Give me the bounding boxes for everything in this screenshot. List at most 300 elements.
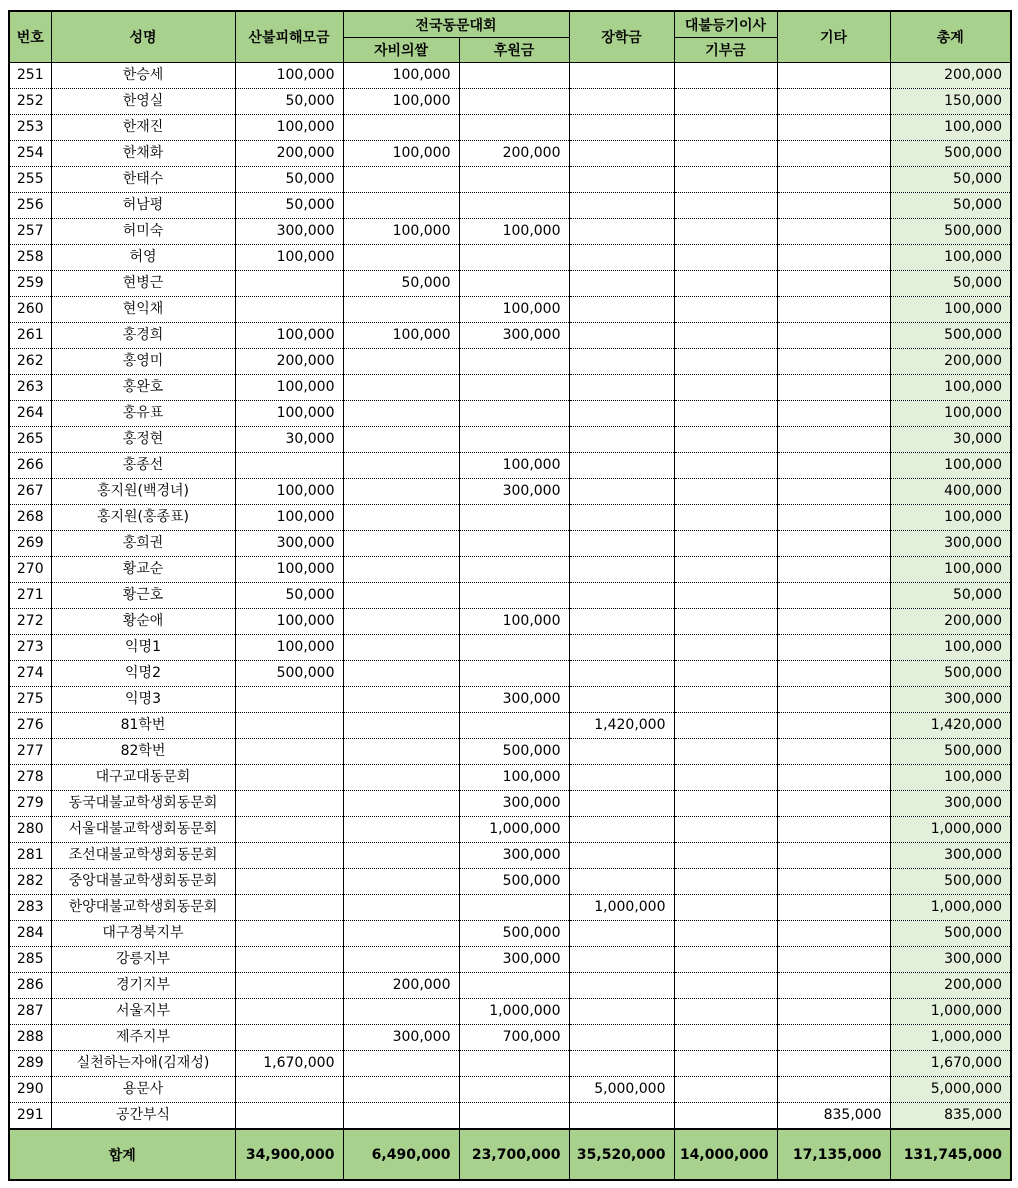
cell-no: 255 [9, 167, 51, 193]
cell-total: 300,000 [890, 947, 1011, 973]
cell-support [459, 167, 569, 193]
cell-total: 1,000,000 [890, 1025, 1011, 1051]
header-scholarship: 장학금 [569, 11, 674, 63]
cell-fire [235, 687, 343, 713]
cell-buddha [674, 557, 777, 583]
cell-scholarship [569, 375, 674, 401]
cell-total: 100,000 [890, 505, 1011, 531]
cell-scholarship [569, 219, 674, 245]
cell-total: 50,000 [890, 583, 1011, 609]
cell-support [459, 349, 569, 375]
cell-no: 259 [9, 271, 51, 297]
cell-scholarship [569, 271, 674, 297]
cell-no: 287 [9, 999, 51, 1025]
cell-total: 400,000 [890, 479, 1011, 505]
cell-scholarship [569, 167, 674, 193]
cell-fire: 1,670,000 [235, 1051, 343, 1077]
cell-scholarship [569, 869, 674, 895]
cell-etc [777, 375, 890, 401]
cell-etc [777, 895, 890, 921]
cell-rice: 100,000 [343, 323, 459, 349]
cell-no: 263 [9, 375, 51, 401]
cell-etc [777, 635, 890, 661]
cell-fire [235, 453, 343, 479]
table-row [9, 531, 1011, 557]
table-row [9, 661, 1011, 687]
header-donation: 기부금 [674, 38, 777, 63]
cell-etc [777, 297, 890, 323]
cell-total: 300,000 [890, 687, 1011, 713]
cell-support: 100,000 [459, 297, 569, 323]
cell-scholarship [569, 115, 674, 141]
cell-rice [343, 193, 459, 219]
cell-scholarship [569, 297, 674, 323]
cell-support [459, 63, 569, 89]
cell-name: 서울대불교학생회동문회 [51, 817, 235, 843]
cell-etc [777, 323, 890, 349]
table-row [9, 583, 1011, 609]
cell-fire [235, 791, 343, 817]
cell-etc [777, 427, 890, 453]
table-row [9, 817, 1011, 843]
cell-name: 경기지부 [51, 973, 235, 999]
cell-total: 200,000 [890, 349, 1011, 375]
cell-rice: 100,000 [343, 63, 459, 89]
cell-scholarship [569, 453, 674, 479]
cell-name: 홍정현 [51, 427, 235, 453]
cell-fire: 30,000 [235, 427, 343, 453]
cell-support: 200,000 [459, 141, 569, 167]
cell-name: 홍종선 [51, 453, 235, 479]
cell-support [459, 583, 569, 609]
cell-no: 275 [9, 687, 51, 713]
cell-support: 1,000,000 [459, 999, 569, 1025]
cell-rice [343, 687, 459, 713]
cell-rice [343, 947, 459, 973]
cell-support [459, 401, 569, 427]
cell-no: 277 [9, 739, 51, 765]
cell-scholarship [569, 323, 674, 349]
cell-support: 500,000 [459, 869, 569, 895]
table-row [9, 271, 1011, 297]
table-row [9, 193, 1011, 219]
cell-total: 50,000 [890, 167, 1011, 193]
cell-scholarship [569, 1051, 674, 1077]
cell-buddha [674, 453, 777, 479]
cell-etc [777, 791, 890, 817]
cell-etc [777, 947, 890, 973]
cell-etc [777, 141, 890, 167]
cell-buddha [674, 505, 777, 531]
cell-no: 281 [9, 843, 51, 869]
cell-etc [777, 687, 890, 713]
cell-support [459, 89, 569, 115]
cell-scholarship: 1,000,000 [569, 895, 674, 921]
cell-scholarship [569, 193, 674, 219]
cell-total: 200,000 [890, 63, 1011, 89]
cell-rice [343, 817, 459, 843]
table-row [9, 895, 1011, 921]
table-row [9, 401, 1011, 427]
cell-fire [235, 765, 343, 791]
cell-no: 278 [9, 765, 51, 791]
cell-buddha [674, 765, 777, 791]
cell-buddha [674, 297, 777, 323]
cell-etc [777, 1025, 890, 1051]
cell-rice [343, 505, 459, 531]
totals-row [9, 1129, 1011, 1180]
cell-support: 300,000 [459, 687, 569, 713]
table-row [9, 1051, 1011, 1077]
cell-scholarship [569, 401, 674, 427]
cell-fire [235, 999, 343, 1025]
cell-rice: 50,000 [343, 271, 459, 297]
cell-no: 276 [9, 713, 51, 739]
cell-name: 홍희권 [51, 531, 235, 557]
cell-buddha [674, 1103, 777, 1130]
cell-no: 280 [9, 817, 51, 843]
header-name: 성명 [51, 11, 235, 63]
cell-buddha [674, 479, 777, 505]
cell-fire: 100,000 [235, 323, 343, 349]
cell-scholarship [569, 427, 674, 453]
cell-fire [235, 1103, 343, 1130]
cell-no: 284 [9, 921, 51, 947]
table-row [9, 1025, 1011, 1051]
header-support: 후원금 [459, 38, 569, 63]
cell-total: 100,000 [890, 401, 1011, 427]
totals-support: 23,700,000 [459, 1129, 569, 1180]
cell-etc [777, 115, 890, 141]
totals-fire: 34,900,000 [235, 1129, 343, 1180]
cell-rice [343, 921, 459, 947]
table-row [9, 297, 1011, 323]
cell-no: 261 [9, 323, 51, 349]
cell-scholarship [569, 921, 674, 947]
cell-fire [235, 947, 343, 973]
cell-etc [777, 89, 890, 115]
cell-support [459, 661, 569, 687]
cell-fire [235, 297, 343, 323]
cell-support [459, 557, 569, 583]
cell-support [459, 635, 569, 661]
cell-scholarship [569, 583, 674, 609]
cell-etc [777, 817, 890, 843]
table-row [9, 765, 1011, 791]
cell-fire: 50,000 [235, 193, 343, 219]
cell-buddha [674, 947, 777, 973]
cell-rice [343, 1077, 459, 1103]
cell-no: 258 [9, 245, 51, 271]
cell-name: 허영 [51, 245, 235, 271]
cell-no: 257 [9, 219, 51, 245]
cell-total: 100,000 [890, 453, 1011, 479]
cell-name: 강릉지부 [51, 947, 235, 973]
cell-support [459, 427, 569, 453]
cell-buddha [674, 739, 777, 765]
cell-rice [343, 375, 459, 401]
cell-total: 200,000 [890, 973, 1011, 999]
cell-rice [343, 245, 459, 271]
cell-rice [343, 1103, 459, 1130]
cell-support: 100,000 [459, 609, 569, 635]
cell-etc [777, 557, 890, 583]
cell-etc [777, 739, 890, 765]
cell-no: 266 [9, 453, 51, 479]
table-row [9, 1077, 1011, 1103]
cell-fire: 100,000 [235, 635, 343, 661]
cell-support [459, 1051, 569, 1077]
cell-name: 홍지원(홍종표) [51, 505, 235, 531]
cell-name: 황순애 [51, 609, 235, 635]
cell-buddha [674, 141, 777, 167]
cell-etc [777, 1077, 890, 1103]
cell-name: 현익채 [51, 297, 235, 323]
cell-fire [235, 895, 343, 921]
cell-rice: 100,000 [343, 219, 459, 245]
cell-rice [343, 453, 459, 479]
cell-no: 291 [9, 1103, 51, 1130]
cell-total: 5,000,000 [890, 1077, 1011, 1103]
cell-fire: 100,000 [235, 505, 343, 531]
donation-table [8, 10, 1012, 1181]
cell-total: 1,000,000 [890, 895, 1011, 921]
cell-rice [343, 791, 459, 817]
cell-buddha [674, 895, 777, 921]
cell-etc [777, 661, 890, 687]
cell-scholarship: 1,420,000 [569, 713, 674, 739]
cell-name: 서울지부 [51, 999, 235, 1025]
totals-scholarship: 35,520,000 [569, 1129, 674, 1180]
cell-etc [777, 843, 890, 869]
cell-etc [777, 193, 890, 219]
table-row [9, 973, 1011, 999]
header-national-reunion: 전국동문대회 [343, 11, 569, 38]
cell-scholarship [569, 141, 674, 167]
cell-rice [343, 115, 459, 141]
totals-rice: 6,490,000 [343, 1129, 459, 1180]
cell-no: 273 [9, 635, 51, 661]
cell-scholarship [569, 89, 674, 115]
cell-etc [777, 973, 890, 999]
cell-rice [343, 765, 459, 791]
cell-no: 285 [9, 947, 51, 973]
cell-total: 30,000 [890, 427, 1011, 453]
cell-total: 500,000 [890, 219, 1011, 245]
cell-name: 허미숙 [51, 219, 235, 245]
cell-support: 100,000 [459, 453, 569, 479]
table-row [9, 557, 1011, 583]
cell-name: 익명3 [51, 687, 235, 713]
cell-name: 한승세 [51, 63, 235, 89]
cell-name: 용문사 [51, 1077, 235, 1103]
cell-rice [343, 739, 459, 765]
cell-support: 300,000 [459, 479, 569, 505]
cell-name: 허남평 [51, 193, 235, 219]
cell-buddha [674, 1051, 777, 1077]
cell-buddha [674, 713, 777, 739]
cell-buddha [674, 375, 777, 401]
cell-scholarship [569, 1103, 674, 1130]
cell-name: 한양대불교학생회동문회 [51, 895, 235, 921]
table-row [9, 1103, 1011, 1130]
cell-rice [343, 583, 459, 609]
cell-name: 동국대불교학생회동문회 [51, 791, 235, 817]
cell-rice [343, 531, 459, 557]
cell-etc [777, 505, 890, 531]
cell-name: 홍지원(백경녀) [51, 479, 235, 505]
table-body [9, 63, 1011, 1130]
table-row [9, 63, 1011, 89]
cell-support [459, 713, 569, 739]
cell-buddha [674, 635, 777, 661]
table-row [9, 219, 1011, 245]
cell-support [459, 1077, 569, 1103]
table-row [9, 115, 1011, 141]
cell-etc [777, 921, 890, 947]
cell-rice: 200,000 [343, 973, 459, 999]
cell-name: 홍완호 [51, 375, 235, 401]
cell-etc [777, 765, 890, 791]
cell-fire: 100,000 [235, 375, 343, 401]
cell-scholarship [569, 557, 674, 583]
cell-fire: 50,000 [235, 583, 343, 609]
cell-buddha [674, 271, 777, 297]
cell-scholarship [569, 661, 674, 687]
cell-total: 500,000 [890, 921, 1011, 947]
cell-fire: 200,000 [235, 141, 343, 167]
table-row [9, 479, 1011, 505]
table-header [9, 11, 1011, 63]
cell-rice [343, 661, 459, 687]
cell-no: 272 [9, 609, 51, 635]
cell-scholarship [569, 609, 674, 635]
cell-rice [343, 349, 459, 375]
cell-no: 279 [9, 791, 51, 817]
cell-total: 300,000 [890, 791, 1011, 817]
cell-fire [235, 817, 343, 843]
cell-total: 100,000 [890, 245, 1011, 271]
cell-scholarship [569, 349, 674, 375]
cell-etc [777, 219, 890, 245]
cell-no: 270 [9, 557, 51, 583]
cell-rice [343, 869, 459, 895]
cell-scholarship [569, 947, 674, 973]
cell-total: 100,000 [890, 765, 1011, 791]
cell-name: 홍유표 [51, 401, 235, 427]
cell-rice [343, 557, 459, 583]
cell-total: 300,000 [890, 531, 1011, 557]
cell-etc [777, 869, 890, 895]
cell-total: 150,000 [890, 89, 1011, 115]
cell-total: 300,000 [890, 843, 1011, 869]
cell-rice: 100,000 [343, 89, 459, 115]
cell-scholarship [569, 843, 674, 869]
cell-total: 500,000 [890, 661, 1011, 687]
cell-support: 500,000 [459, 739, 569, 765]
cell-buddha [674, 323, 777, 349]
cell-support [459, 271, 569, 297]
cell-support: 300,000 [459, 947, 569, 973]
cell-etc [777, 713, 890, 739]
cell-etc [777, 167, 890, 193]
cell-etc [777, 479, 890, 505]
cell-no: 271 [9, 583, 51, 609]
cell-fire [235, 869, 343, 895]
cell-support: 1,000,000 [459, 817, 569, 843]
table-row [9, 635, 1011, 661]
cell-buddha [674, 1077, 777, 1103]
cell-rice [343, 1051, 459, 1077]
cell-buddha [674, 843, 777, 869]
cell-buddha [674, 817, 777, 843]
cell-rice [343, 427, 459, 453]
cell-name: 실천하는자애(김재성) [51, 1051, 235, 1077]
table-row [9, 323, 1011, 349]
cell-name: 홍영미 [51, 349, 235, 375]
cell-etc [777, 453, 890, 479]
cell-etc [777, 1051, 890, 1077]
cell-no: 269 [9, 531, 51, 557]
table-row [9, 843, 1011, 869]
table-row [9, 167, 1011, 193]
header-buddha-director: 대불등기이사 [674, 11, 777, 38]
cell-no: 253 [9, 115, 51, 141]
cell-no: 274 [9, 661, 51, 687]
cell-support: 100,000 [459, 765, 569, 791]
cell-support [459, 115, 569, 141]
cell-name: 황근호 [51, 583, 235, 609]
cell-rice [343, 479, 459, 505]
cell-name: 공간부식 [51, 1103, 235, 1130]
cell-no: 290 [9, 1077, 51, 1103]
cell-total: 100,000 [890, 297, 1011, 323]
cell-buddha [674, 869, 777, 895]
totals-etc: 17,135,000 [777, 1129, 890, 1180]
cell-etc [777, 401, 890, 427]
cell-fire [235, 1025, 343, 1051]
cell-total: 200,000 [890, 609, 1011, 635]
table-row [9, 947, 1011, 973]
table-row [9, 375, 1011, 401]
totals-buddha: 14,000,000 [674, 1129, 777, 1180]
table-row [9, 505, 1011, 531]
table-row [9, 869, 1011, 895]
header-rice: 자비의쌀 [343, 38, 459, 63]
cell-fire [235, 1077, 343, 1103]
cell-name: 한채화 [51, 141, 235, 167]
cell-support [459, 895, 569, 921]
table-row [9, 791, 1011, 817]
cell-fire: 100,000 [235, 479, 343, 505]
cell-etc: 835,000 [777, 1103, 890, 1130]
cell-scholarship [569, 505, 674, 531]
header-no: 번호 [9, 11, 51, 63]
cell-support [459, 505, 569, 531]
cell-no: 254 [9, 141, 51, 167]
cell-support [459, 375, 569, 401]
table-row [9, 609, 1011, 635]
cell-name: 황교순 [51, 557, 235, 583]
cell-fire: 50,000 [235, 89, 343, 115]
cell-total: 100,000 [890, 557, 1011, 583]
cell-scholarship [569, 999, 674, 1025]
cell-no: 267 [9, 479, 51, 505]
table-row [9, 453, 1011, 479]
cell-rice [343, 297, 459, 323]
cell-rice [343, 713, 459, 739]
cell-name: 81학번 [51, 713, 235, 739]
